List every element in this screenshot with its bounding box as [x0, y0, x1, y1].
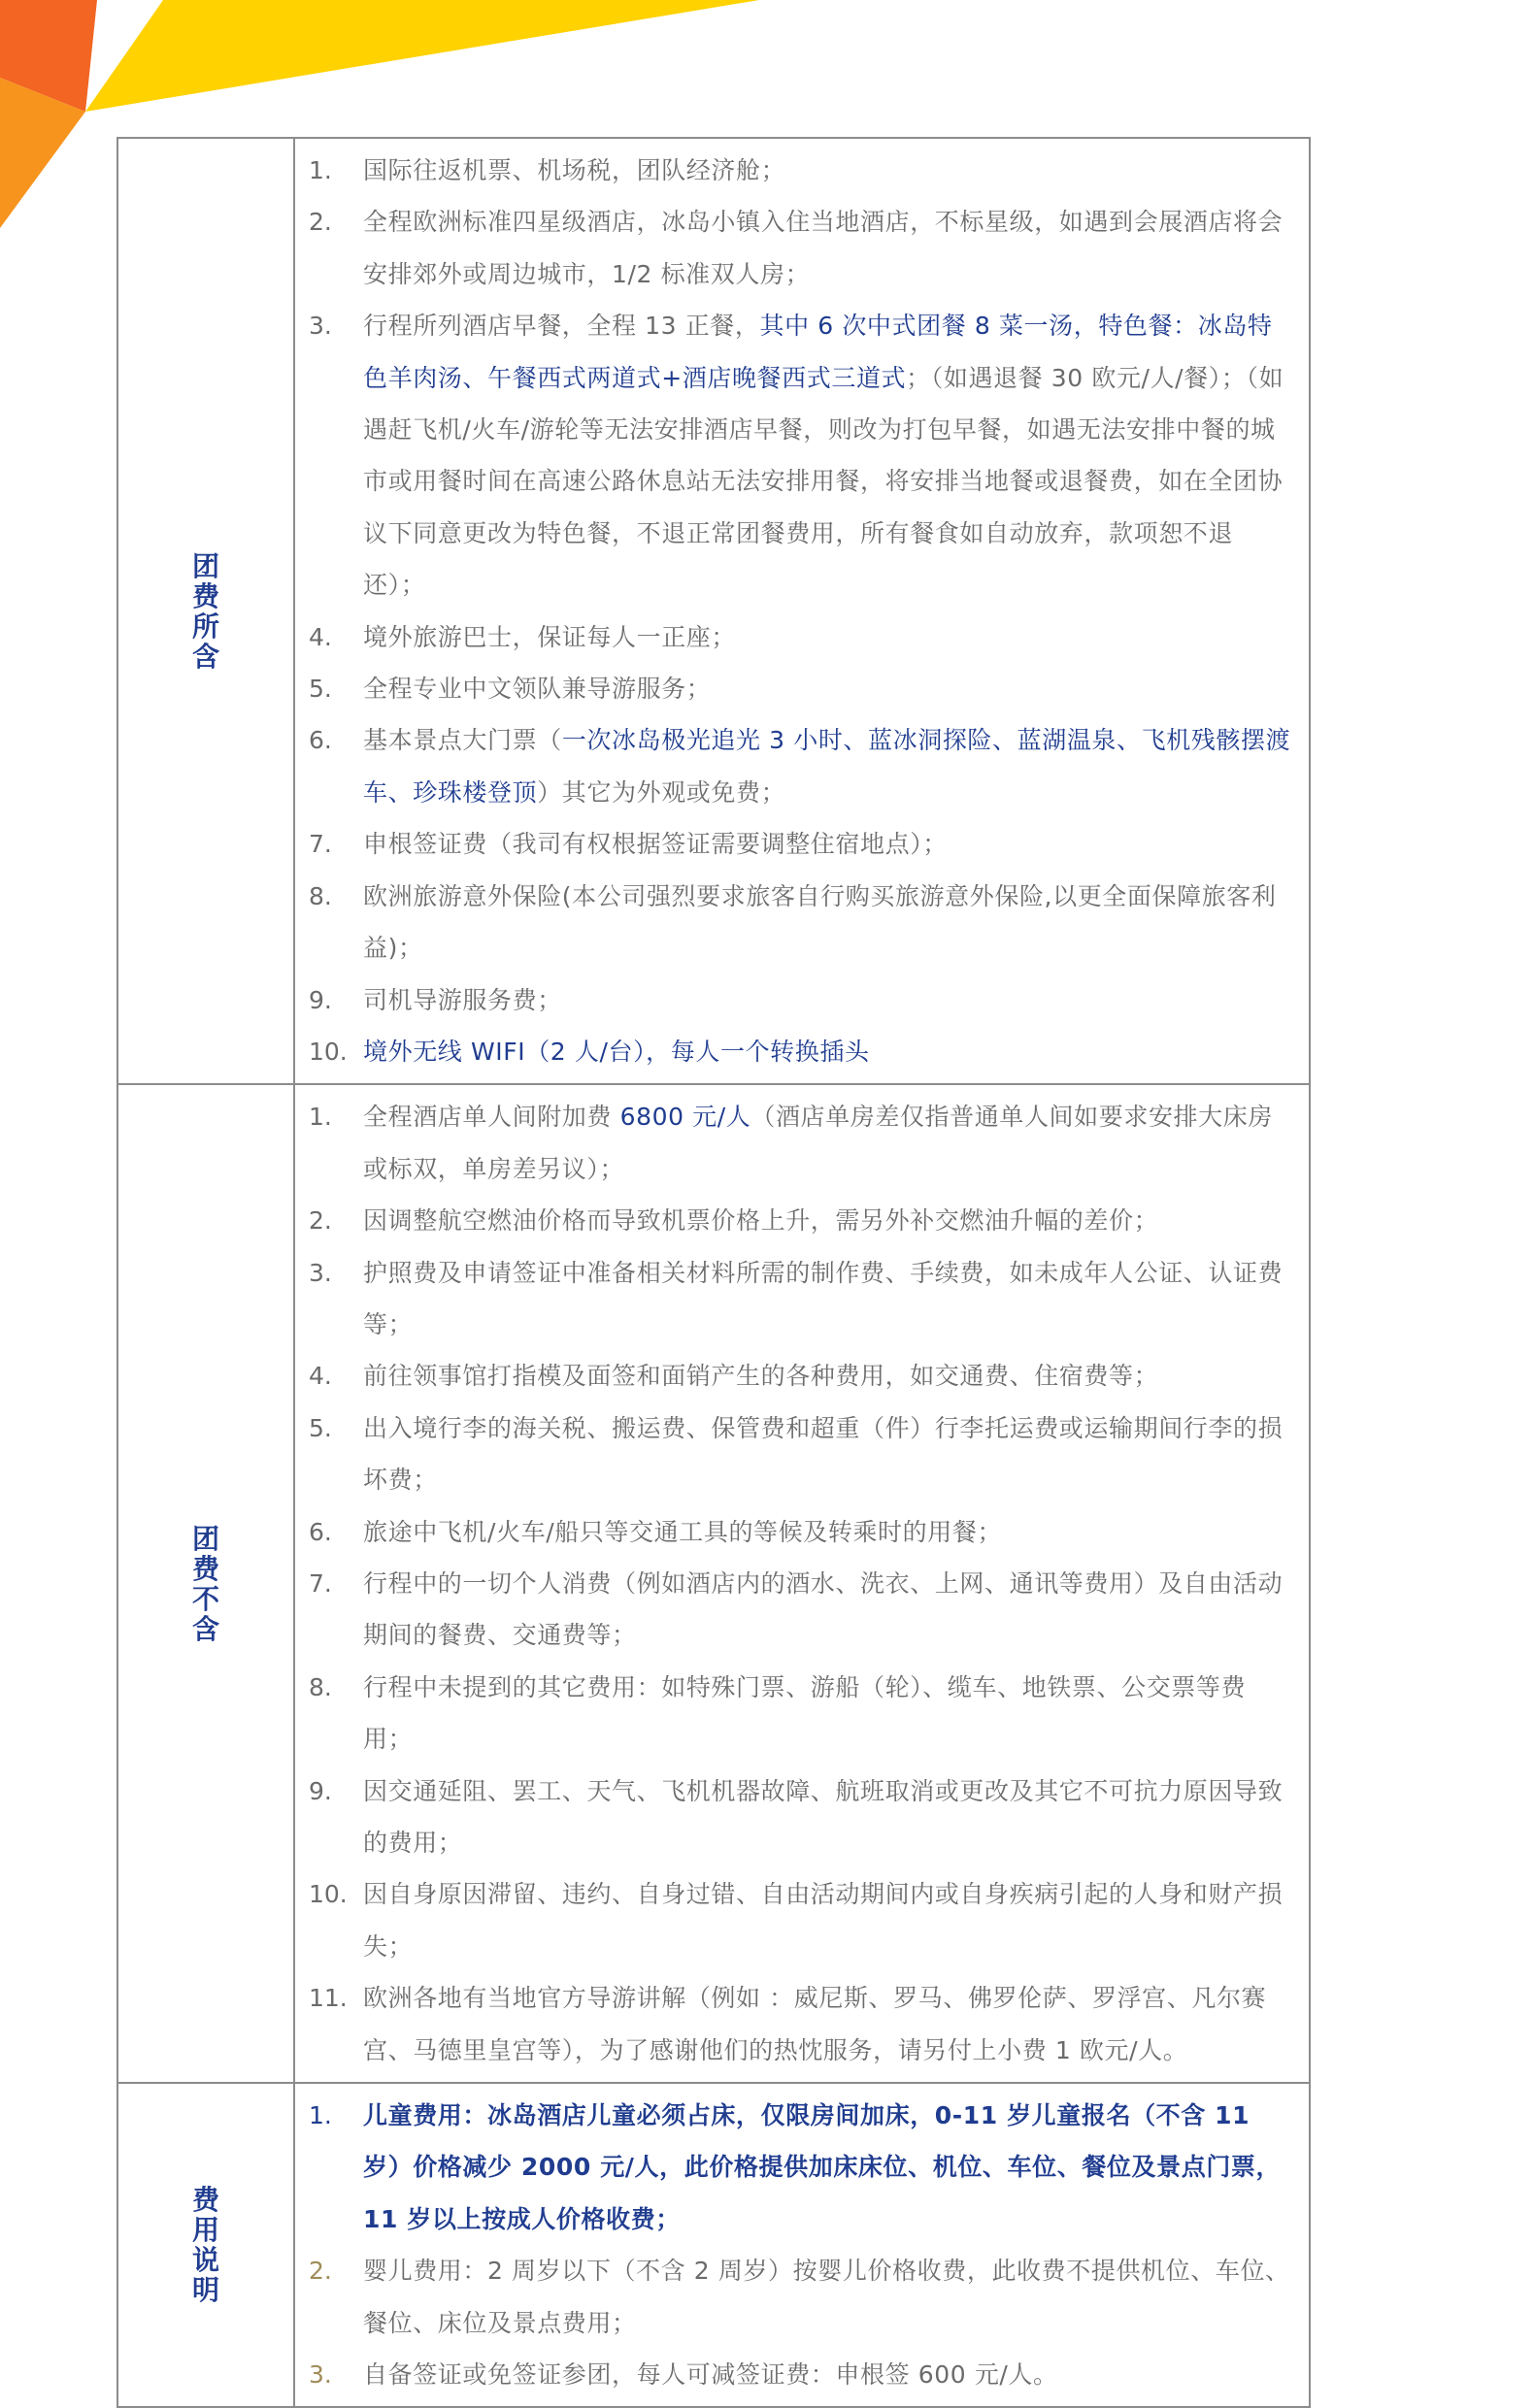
excluded-list — [295, 1085, 1309, 2082]
text-segment: 行程中的一切个人消费（例如酒店内的酒水、洗衣、上网、通讯等费用）及自由活动期间的餐费、交通费等； — [363, 1568, 1284, 1650]
item-number: 1. — [309, 156, 332, 184]
item-number: 8. — [309, 881, 332, 910]
item-number: 2. — [309, 1206, 332, 1236]
list-item — [295, 1558, 1295, 1662]
item-number: 11. — [309, 1984, 348, 2013]
section-label-included: 团费所含 — [191, 549, 219, 673]
section-content-cell — [294, 138, 1310, 1084]
item-text — [363, 1868, 1295, 1972]
list-item — [295, 1350, 1295, 1402]
list-item — [295, 1402, 1295, 1506]
highlighted-text-segment: 其中 6 次中式团餐 8 菜一汤，特色餐：冰岛特色羊肉汤、午餐西式两道式+酒店晚餐西式三道式 — [363, 312, 1273, 392]
list-item — [295, 2349, 1295, 2400]
item-text — [363, 663, 1295, 714]
item-number: 9. — [309, 985, 332, 1014]
text-segment: 旅途中飞机/火车/船只等交通工具的等候及转乘时的用餐； — [363, 1517, 1003, 1546]
list-item — [295, 663, 1295, 714]
corner-yellow-fan — [85, 0, 759, 112]
list-item — [295, 974, 1295, 1026]
item-number: 5. — [309, 675, 332, 704]
text-segment: 全程欧洲标准四星级酒店，冰岛小镇入住当地酒店，不标星级，如遇到会展酒店将会安排郊外或周边城市，1/2 标准双人房； — [363, 208, 1284, 288]
section-label-excluded: 团费不含 — [191, 1522, 219, 1645]
highlighted-text-segment: 6800 元/人 — [619, 1103, 751, 1132]
item-number: 4. — [309, 622, 332, 651]
list-item — [295, 871, 1295, 974]
list-item — [295, 1662, 1295, 1765]
list-item — [295, 1506, 1295, 1558]
text-segment: 自备签证或免签证参团，每人可减签证费：申根签 600 元/人。 — [363, 2360, 1058, 2390]
item-text — [363, 1026, 1295, 1077]
item-text — [363, 2245, 1295, 2349]
list-item — [295, 611, 1295, 663]
item-text — [363, 1350, 1295, 1402]
item-text — [363, 818, 1295, 870]
text-segment: 出入境行李的海关税、搬运费、保管费和超重（件）行李托运费或运输期间行李的损坏费； — [363, 1413, 1284, 1495]
item-text — [363, 1402, 1295, 1506]
item-text — [363, 1558, 1295, 1662]
item-number: 10. — [309, 1037, 348, 1066]
text-segment: 欧洲各地有当地官方导游讲解（例如 ：威尼斯、罗马、佛罗伦萨、罗浮宫、凡尔赛宫、马德里皇宫等），为了感谢他们的热忱服务，请另付上小费 1 欧元/人。 — [363, 1984, 1267, 2064]
item-number: 7. — [309, 1568, 332, 1598]
section-content-cell — [294, 1084, 1310, 2083]
fee-notes-list — [295, 2084, 1309, 2406]
text-segment: 申根签证费（我司有权根据签证需要调整住宿地点）； — [363, 830, 948, 859]
text-segment: 欧洲旅游意外保险(本公司强烈要求旅客自行购买旅游意外保险,以更全面保障旅客利益)； — [363, 881, 1277, 963]
text-segment: 境外旅游巴士，保证每人一正座； — [363, 622, 737, 651]
item-text — [363, 1247, 1295, 1351]
item-text — [363, 1765, 1295, 1869]
item-text — [363, 1506, 1295, 1558]
item-number: 2. — [309, 208, 332, 237]
list-item — [295, 1765, 1295, 1869]
text-segment: 婴儿费用：2 周岁以下（不含 2 周岁）按婴儿价格收费，此收费不提供机位、车位、餐位、床位及景点费用； — [363, 2257, 1290, 2337]
text-segment: 因交通延阻、罢工、天气、飞机机器故障、航班取消或更改及其它不可抗力原因导致的费用； — [363, 1776, 1284, 1857]
text-segment: ）其它为外观或免费； — [537, 777, 786, 807]
list-item — [295, 1195, 1295, 1246]
list-item — [295, 196, 1295, 300]
list-item — [295, 1868, 1295, 1972]
item-text — [363, 196, 1295, 300]
list-item — [295, 2245, 1295, 2349]
item-number: 8. — [309, 1672, 332, 1701]
text-segment: 国际往返机票、机场税，团队经济舱； — [363, 156, 786, 184]
text-segment: ；（如遇退餐 30 欧元/人/餐）；（如遇赶飞机/火车/游轮等无法安排酒店早餐，则改为打包早餐，如遇无法安排中餐的城市或用餐时间在高速公路休息站无法安排用餐，将安排当地餐或退餐费，如在全团协议下同意更改为特色餐，不退正常团餐费用，所有餐食如自动放弃，款项恕不退还）； — [363, 363, 1284, 600]
text-segment: 基本景点大门票（ — [363, 726, 562, 755]
section-row-included — [117, 138, 1310, 1084]
item-number: 4. — [309, 1362, 332, 1391]
item-number: 6. — [309, 1517, 332, 1546]
item-number: 10. — [309, 1880, 348, 1909]
fee-table — [117, 137, 1311, 2408]
section-row-excluded — [117, 1084, 1310, 2083]
item-number: 9. — [309, 1776, 332, 1805]
list-item — [295, 1091, 1295, 1195]
item-text — [363, 871, 1295, 974]
list-item — [295, 1026, 1295, 1077]
section-label-fee-notes: 费用说明 — [191, 2184, 219, 2307]
section-content-cell — [294, 2083, 1310, 2407]
text-segment: 行程中未提到的其它费用：如特殊门票、游船（轮）、缆车、地铁票、公交票等费用； — [363, 1672, 1247, 1754]
item-text — [363, 1972, 1295, 2076]
item-text — [363, 1195, 1295, 1246]
list-item — [295, 1247, 1295, 1351]
item-number: 2. — [309, 2257, 332, 2286]
item-number: 3. — [309, 312, 332, 341]
section-label-cell — [117, 138, 294, 1084]
highlighted-text-segment: 境外无线 WIFI（2 人/台），每人一个转换插头 — [363, 1037, 870, 1066]
text-segment: 全程专业中文领队兼导游服务； — [363, 675, 712, 704]
item-text — [363, 2090, 1295, 2245]
item-number: 6. — [309, 726, 332, 755]
text-segment: 护照费及申请签证中准备相关材料所需的制作费、手续费，如未成年人公证、认证费等； — [363, 1258, 1284, 1338]
list-item — [295, 714, 1295, 818]
item-number: 1. — [309, 2101, 332, 2130]
item-number: 3. — [309, 1258, 332, 1287]
text-segment: 司机导游服务费； — [363, 985, 562, 1014]
text-segment: 前往领事馆打指模及面签和面销产生的各种费用，如交通费、住宿费等； — [363, 1362, 1159, 1391]
item-number: 7. — [309, 830, 332, 859]
section-row-fee-notes — [117, 2083, 1310, 2407]
list-item — [295, 300, 1295, 610]
text-segment: （酒店单房差仅指普通单人间如要求安排大床房或标双，单房差另议）； — [363, 1103, 1273, 1183]
text-segment: 全程酒店单人间附加费 — [363, 1103, 620, 1132]
item-number: 3. — [309, 2360, 332, 2390]
text-segment: 行程所列酒店早餐，全程 13 正餐， — [363, 312, 760, 341]
list-item — [295, 145, 1295, 196]
highlighted-text-segment: 一次冰岛极光追光 3 小时、蓝冰洞探险、蓝湖温泉、飞机残骸摆渡车、珍珠楼登顶 — [363, 726, 1291, 807]
item-text — [363, 1091, 1295, 1195]
item-text — [363, 300, 1295, 610]
item-text — [363, 611, 1295, 663]
item-text — [363, 2349, 1295, 2400]
list-item — [295, 818, 1295, 870]
item-text — [363, 1662, 1295, 1765]
item-number: 1. — [309, 1103, 332, 1132]
list-item — [295, 2090, 1295, 2245]
list-item — [295, 1972, 1295, 2076]
item-text — [363, 145, 1295, 196]
item-text — [363, 714, 1295, 818]
section-label-cell — [117, 1084, 294, 2083]
text-segment: 因调整航空燃油价格而导致机票价格上升，需另外补交燃油升幅的差价； — [363, 1206, 1159, 1236]
text-segment: 因自身原因滞留、违约、自身过错、自由活动期间内或自身疾病引起的人身和财产损失； — [363, 1880, 1284, 1961]
included-list — [295, 139, 1309, 1083]
item-text — [363, 974, 1295, 1026]
section-label-cell — [117, 2083, 294, 2407]
item-number: 5. — [309, 1413, 332, 1442]
highlighted-text-segment: 儿童费用：冰岛酒店儿童必须占床，仅限房间加床，0-11 岁儿童报名（不含 11 岁）价格减少 2000 元/人，此价格提供加床床位、机位、车位、餐位及景点门票，11 岁以上按成人价格收费； — [363, 2101, 1282, 2233]
